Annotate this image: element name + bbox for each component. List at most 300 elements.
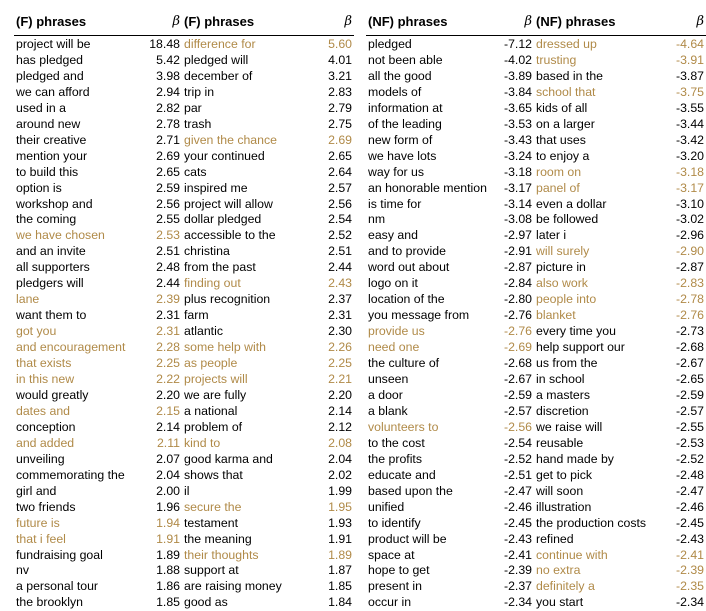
table-body xyxy=(366,37,706,611)
phrase-cell: testament xyxy=(184,515,238,530)
table-row xyxy=(14,516,354,532)
phrase-cell: not been able xyxy=(368,52,443,67)
table-row xyxy=(14,484,354,500)
phrase-cell: based in the xyxy=(536,68,604,83)
table-row xyxy=(14,149,354,165)
phrase-cell: around new xyxy=(16,116,81,131)
beta-value-cell: 1.95 xyxy=(328,499,352,514)
table-row xyxy=(366,244,706,260)
beta-value-cell: -3.87 xyxy=(675,68,704,83)
phrase-cell: dollar pledged xyxy=(184,212,262,227)
phrase-cell: need one xyxy=(368,340,420,355)
phrase-cell: from the past xyxy=(184,260,256,275)
table-row xyxy=(14,324,354,340)
table-row xyxy=(366,372,706,388)
table-row xyxy=(14,548,354,564)
phrase-cell: us from the xyxy=(536,356,598,371)
beta-value-cell: 2.71 xyxy=(156,132,180,147)
phrase-cell: you start xyxy=(536,595,584,610)
table-row xyxy=(14,276,354,292)
phrase-cell: good as xyxy=(184,595,228,610)
phrase-cell: hope to get xyxy=(368,563,430,578)
phrase-cell: educate and xyxy=(368,467,436,482)
phrase-cell: later i xyxy=(536,228,567,243)
phrase-cell: unseen xyxy=(368,372,409,387)
beta-value-cell: -2.96 xyxy=(675,228,704,243)
beta-value-cell: 2.75 xyxy=(328,116,352,131)
beta-value-cell: 4.01 xyxy=(328,52,352,67)
beta-value-cell: 1.99 xyxy=(328,483,352,498)
table-row xyxy=(366,340,706,356)
beta-value-cell: 2.20 xyxy=(328,387,352,402)
phrase-cell: kind to xyxy=(184,435,221,450)
beta-value-cell: -3.17 xyxy=(675,180,704,195)
beta-value-cell: -2.52 xyxy=(503,451,532,466)
phrase-cell: trash xyxy=(184,116,212,131)
beta-value-cell: -3.55 xyxy=(675,100,704,115)
phrase-cell: some help with xyxy=(184,340,267,355)
table-row xyxy=(14,101,354,117)
phrase-cell: no extra xyxy=(536,563,581,578)
beta-value-cell: 2.31 xyxy=(156,324,180,339)
beta-value-cell: -2.57 xyxy=(675,403,704,418)
table-row xyxy=(14,468,354,484)
phrase-cell: nm xyxy=(368,212,386,227)
beta-value-cell: -2.52 xyxy=(675,451,704,466)
beta-value-cell: -2.84 xyxy=(503,276,532,291)
beta-value-cell: -2.87 xyxy=(675,260,704,275)
phrase-cell: farm xyxy=(184,308,209,323)
phrase-cell: provide us xyxy=(368,324,425,339)
phrase-cell: volunteers to xyxy=(368,419,439,434)
table-row xyxy=(14,117,354,133)
beta-value-cell: -4.02 xyxy=(503,52,532,67)
table-row xyxy=(366,579,706,595)
beta-value-cell: 2.25 xyxy=(156,356,180,371)
beta-value-cell: -2.65 xyxy=(675,372,704,387)
beta-value-cell: -2.90 xyxy=(675,244,704,259)
phrase-cell: and added xyxy=(16,435,75,450)
beta-value-cell: 2.14 xyxy=(156,419,180,434)
phrase-cell: on a larger xyxy=(536,116,595,131)
phrase-cell: a blank xyxy=(368,403,408,418)
phrase-cell: in school xyxy=(536,372,585,387)
phrase-cell: their thoughts xyxy=(184,547,259,562)
beta-value-cell: 2.07 xyxy=(156,451,180,466)
beta-value-cell: 2.82 xyxy=(156,100,180,115)
phrase-cell: par xyxy=(184,100,202,115)
beta-value-cell: -3.08 xyxy=(503,212,532,227)
phrase-cell: support at xyxy=(184,563,239,578)
table-row xyxy=(14,595,354,611)
table-row xyxy=(14,212,354,228)
beta-value-cell: -2.68 xyxy=(503,356,532,371)
phrase-cell: girl and xyxy=(16,483,57,498)
phrase-cell: all supporters xyxy=(16,260,90,275)
beta-value-cell: 2.56 xyxy=(328,196,352,211)
beta-value-cell: 2.69 xyxy=(328,132,352,147)
beta-value-cell: 2.51 xyxy=(156,244,180,259)
phrase-cell: december of xyxy=(184,68,253,83)
phrase-cell: will surely xyxy=(536,244,590,259)
phrase-cell: accessible to the xyxy=(184,228,276,243)
beta-value-cell: 2.14 xyxy=(328,403,352,418)
beta-value-cell: -2.76 xyxy=(503,324,532,339)
table-row xyxy=(14,436,354,452)
table-row xyxy=(14,292,354,308)
phrase-cell: their creative xyxy=(16,132,87,147)
phrase-cell: pledgers will xyxy=(16,276,84,291)
table-row xyxy=(366,548,706,564)
table-row xyxy=(14,579,354,595)
beta-value-cell: -2.41 xyxy=(675,547,704,562)
table-row xyxy=(366,37,706,53)
phrase-cell: a national xyxy=(184,403,238,418)
beta-value-cell: 2.22 xyxy=(156,372,180,387)
beta-value-cell: 1.91 xyxy=(156,531,180,546)
table-row xyxy=(14,53,354,69)
phrase-cell: project will be xyxy=(16,37,91,51)
beta-value-cell: 1.85 xyxy=(328,579,352,594)
table-row xyxy=(366,292,706,308)
table-row xyxy=(14,500,354,516)
beta-value-cell: -7.12 xyxy=(503,37,532,51)
table-body xyxy=(14,37,354,611)
phrase-cell: also work xyxy=(536,276,588,291)
table-row xyxy=(366,516,706,532)
beta-value-cell: 2.54 xyxy=(328,212,352,227)
phrase-cell: picture in xyxy=(536,260,586,275)
beta-value-cell: 2.78 xyxy=(156,116,180,131)
beta-value-cell: 1.89 xyxy=(156,547,180,562)
table-row xyxy=(366,452,706,468)
table-row xyxy=(14,532,354,548)
beta-value-cell: -3.65 xyxy=(503,100,532,115)
beta-value-cell: 2.52 xyxy=(328,228,352,243)
beta-value-cell: -3.42 xyxy=(675,132,704,147)
table-row xyxy=(14,133,354,149)
column-header-beta: β xyxy=(696,14,704,29)
table-row xyxy=(14,181,354,197)
beta-value-cell: 1.89 xyxy=(328,547,352,562)
table-row xyxy=(14,452,354,468)
phrase-cell: blanket xyxy=(536,308,576,323)
phrase-cell: even a dollar xyxy=(536,196,607,211)
beta-value-cell: -2.91 xyxy=(503,244,532,259)
phrase-cell: trusting xyxy=(536,52,577,67)
phrase-cell: information at xyxy=(368,100,443,115)
phrase-cell: every time you xyxy=(536,324,616,339)
phrase-cell: nv xyxy=(16,563,29,578)
funded-phrases-table xyxy=(14,0,354,610)
phrase-cell: to enjoy a xyxy=(536,148,590,163)
phrase-cell: to identify xyxy=(368,515,421,530)
table-row xyxy=(14,69,354,85)
beta-value-cell: 2.12 xyxy=(328,419,352,434)
beta-value-cell: 2.20 xyxy=(156,387,180,402)
column-header-beta: β xyxy=(172,14,180,29)
phrase-cell: product will be xyxy=(368,531,447,546)
phrase-cell: the brooklyn xyxy=(16,595,83,610)
phrase-cell: present in xyxy=(368,579,423,594)
phrase-cell: pledged will xyxy=(184,52,249,67)
beta-value-cell: 2.28 xyxy=(156,340,180,355)
beta-value-cell: -3.91 xyxy=(675,52,704,67)
phrase-cell: shows that xyxy=(184,467,243,482)
table-row xyxy=(14,404,354,420)
phrase-cell: christina xyxy=(184,244,230,259)
beta-value-cell: -3.84 xyxy=(503,84,532,99)
phrase-cell: new form of xyxy=(368,132,433,147)
column-header-phrases: (NF) phrases xyxy=(368,14,448,29)
phrase-cell: get to pick xyxy=(536,467,593,482)
beta-value-cell: -2.45 xyxy=(503,515,532,530)
phrase-cell: the meaning xyxy=(184,531,252,546)
beta-value-cell: 1.84 xyxy=(328,595,352,610)
phrase-cell: unveiling xyxy=(16,451,65,466)
beta-value-cell: -2.51 xyxy=(503,467,532,482)
beta-value-cell: 2.83 xyxy=(328,84,352,99)
column-header-phrases: (NF) phrases xyxy=(536,14,616,29)
table-header xyxy=(14,12,354,32)
phrase-cell: trip in xyxy=(184,84,215,99)
beta-value-cell: 1.94 xyxy=(156,515,180,530)
table-row xyxy=(366,149,706,165)
table-row xyxy=(366,324,706,340)
beta-value-cell: 2.25 xyxy=(328,356,352,371)
phrase-cell: il xyxy=(184,483,190,498)
beta-value-cell: -3.24 xyxy=(503,148,532,163)
beta-value-cell: -2.48 xyxy=(675,467,704,482)
beta-value-cell: 2.48 xyxy=(156,260,180,275)
beta-value-cell: -2.80 xyxy=(503,292,532,307)
phrase-cell: pledged xyxy=(368,37,412,51)
table-row xyxy=(366,260,706,276)
beta-value-cell: 2.15 xyxy=(156,403,180,418)
table-row xyxy=(366,308,706,324)
beta-value-cell: 2.51 xyxy=(328,244,352,259)
table-row xyxy=(366,101,706,117)
beta-value-cell: -3.44 xyxy=(675,116,704,131)
table-row xyxy=(14,228,354,244)
beta-value-cell: -2.73 xyxy=(675,324,704,339)
table-row xyxy=(14,244,354,260)
table-row xyxy=(366,563,706,579)
phrase-cell: would greatly xyxy=(16,387,89,402)
beta-value-cell: 2.64 xyxy=(328,164,352,179)
beta-value-cell: -2.39 xyxy=(675,563,704,578)
phrase-cell: projects will xyxy=(184,372,248,387)
beta-value-cell: -2.53 xyxy=(675,435,704,450)
beta-value-cell: -2.83 xyxy=(675,276,704,291)
beta-value-cell: 3.98 xyxy=(156,68,180,83)
table-row xyxy=(366,276,706,292)
phrase-cell: the culture of xyxy=(368,356,440,371)
phrase-cell: kids of all xyxy=(536,100,588,115)
phrase-cell: illustration xyxy=(536,499,592,514)
phrase-cell: and to provide xyxy=(368,244,446,259)
phrase-cell: be followed xyxy=(536,212,599,227)
table-row xyxy=(366,228,706,244)
phrase-cell: a personal tour xyxy=(16,579,99,594)
phrase-cell: in this new xyxy=(16,372,75,387)
phrase-cell: occur in xyxy=(368,595,412,610)
phrase-cell: given the chance xyxy=(184,132,277,147)
table-row xyxy=(14,260,354,276)
beta-value-cell: -2.87 xyxy=(503,260,532,275)
phrase-cell: you message from xyxy=(368,308,470,323)
beta-value-cell: 2.65 xyxy=(156,164,180,179)
phrase-cell: all the good xyxy=(368,68,432,83)
phrase-cell: an honorable mention xyxy=(368,180,487,195)
phrase-cell: that i feel xyxy=(16,531,66,546)
table-row xyxy=(366,404,706,420)
beta-value-cell: 2.94 xyxy=(156,84,180,99)
beta-value-cell: 2.44 xyxy=(328,260,352,275)
table-row xyxy=(366,69,706,85)
phrase-cell: we have lots xyxy=(368,148,437,163)
phrase-cell: we have chosen xyxy=(16,228,105,243)
phrase-cell: has pledged xyxy=(16,52,84,67)
beta-value-cell: 1.87 xyxy=(328,563,352,578)
phrase-cell: panel of xyxy=(536,180,580,195)
column-header-phrases: (F) phrases xyxy=(16,14,87,29)
beta-value-cell: -2.46 xyxy=(503,499,532,514)
phrase-cell: cats xyxy=(184,164,207,179)
beta-value-cell: -3.75 xyxy=(675,84,704,99)
table-row xyxy=(366,212,706,228)
phrase-cell: used in a xyxy=(16,100,66,115)
phrase-cell: to the cost xyxy=(368,435,425,450)
beta-value-cell: 3.21 xyxy=(328,68,352,83)
table-row xyxy=(366,197,706,213)
table-row xyxy=(366,356,706,372)
beta-value-cell: -3.18 xyxy=(675,164,704,179)
phrase-cell: problem of xyxy=(184,419,243,434)
phrase-cell: that uses xyxy=(536,132,586,147)
phrase-cell: room on xyxy=(536,164,582,179)
phrase-cell: way for us xyxy=(368,164,425,179)
table-row xyxy=(366,53,706,69)
table-row xyxy=(14,37,354,53)
beta-value-cell: -2.67 xyxy=(503,372,532,387)
table-row xyxy=(366,133,706,149)
phrase-cell: we raise will xyxy=(536,419,603,434)
table-row xyxy=(14,85,354,101)
beta-value-cell: -2.39 xyxy=(503,563,532,578)
table-row xyxy=(366,500,706,516)
beta-value-cell: 2.08 xyxy=(328,435,352,450)
table-row xyxy=(14,388,354,404)
beta-value-cell: 2.02 xyxy=(328,467,352,482)
beta-value-cell: 2.30 xyxy=(328,324,352,339)
beta-value-cell: -3.89 xyxy=(503,68,532,83)
beta-value-cell: -2.55 xyxy=(675,419,704,434)
phrase-cell: fundraising goal xyxy=(16,547,103,562)
phrase-cell: future is xyxy=(16,515,60,530)
table-row xyxy=(366,468,706,484)
phrase-cell: location of the xyxy=(368,292,445,307)
beta-value-cell: -2.68 xyxy=(675,340,704,355)
phrase-cell: and an invite xyxy=(16,244,86,259)
table-row xyxy=(366,595,706,611)
beta-value-cell: -2.43 xyxy=(675,531,704,546)
phrase-cell: models of xyxy=(368,84,422,99)
table-row xyxy=(366,85,706,101)
beta-value-cell: -2.45 xyxy=(675,515,704,530)
column-header-beta: β xyxy=(344,14,352,29)
beta-value-cell: 1.88 xyxy=(156,563,180,578)
beta-value-cell: 2.39 xyxy=(156,292,180,307)
table-row xyxy=(366,484,706,500)
beta-value-cell: 2.31 xyxy=(156,308,180,323)
beta-value-cell: -2.47 xyxy=(675,483,704,498)
beta-value-cell: -2.35 xyxy=(675,579,704,594)
table-row xyxy=(14,420,354,436)
beta-value-cell: 2.26 xyxy=(328,340,352,355)
beta-value-cell: 2.11 xyxy=(156,435,180,450)
phrase-cell: the profits xyxy=(368,451,422,466)
beta-value-cell: -2.43 xyxy=(503,531,532,546)
not-funded-phrases-table xyxy=(366,0,706,610)
table-row xyxy=(14,372,354,388)
phrase-cell: easy and xyxy=(368,228,418,243)
table-row xyxy=(14,356,354,372)
phrase-cell: logo on it xyxy=(368,276,418,291)
table-row xyxy=(14,165,354,181)
column-header-beta: β xyxy=(524,14,532,29)
beta-value-cell: -2.57 xyxy=(503,403,532,418)
table-row xyxy=(366,436,706,452)
table-header xyxy=(366,12,706,32)
phrase-cell: is time for xyxy=(368,196,422,211)
beta-value-cell: -2.59 xyxy=(503,387,532,402)
phrase-cell: space at xyxy=(368,547,415,562)
beta-value-cell: -2.47 xyxy=(503,483,532,498)
phrase-cell: atlantic xyxy=(184,324,223,339)
phrase-cell: workshop and xyxy=(16,196,93,211)
phrase-cell: a masters xyxy=(536,387,590,402)
phrase-cell: project will allow xyxy=(184,196,273,211)
phrase-cell: unified xyxy=(368,499,405,514)
beta-value-cell: -2.76 xyxy=(675,308,704,323)
phrase-cell: as people xyxy=(184,356,238,371)
phrase-cell: continue with xyxy=(536,547,608,562)
phrase-cell: mention your xyxy=(16,148,88,163)
phrase-cell: your continued xyxy=(184,148,265,163)
beta-value-cell: 2.55 xyxy=(156,212,180,227)
beta-value-cell: 5.42 xyxy=(156,52,180,67)
beta-value-cell: -2.37 xyxy=(503,579,532,594)
table-row xyxy=(366,117,706,133)
beta-value-cell: 2.59 xyxy=(156,180,180,195)
phrase-cell: that exists xyxy=(16,356,72,371)
beta-value-cell: 2.21 xyxy=(328,372,352,387)
beta-value-cell: -3.14 xyxy=(503,196,532,211)
beta-value-cell: -3.02 xyxy=(675,212,704,227)
beta-value-cell: 5.60 xyxy=(328,37,352,51)
beta-value-cell: -2.67 xyxy=(675,356,704,371)
phrase-cell: good karma and xyxy=(184,451,273,466)
beta-value-cell: 2.79 xyxy=(328,100,352,115)
beta-value-cell: -2.34 xyxy=(503,595,532,610)
beta-value-cell: 2.43 xyxy=(328,276,352,291)
beta-value-cell: 2.44 xyxy=(156,276,180,291)
phrase-cell: word out about xyxy=(368,260,450,275)
beta-value-cell: 2.37 xyxy=(328,292,352,307)
beta-value-cell: -3.53 xyxy=(503,116,532,131)
beta-value-cell: 2.00 xyxy=(156,483,180,498)
